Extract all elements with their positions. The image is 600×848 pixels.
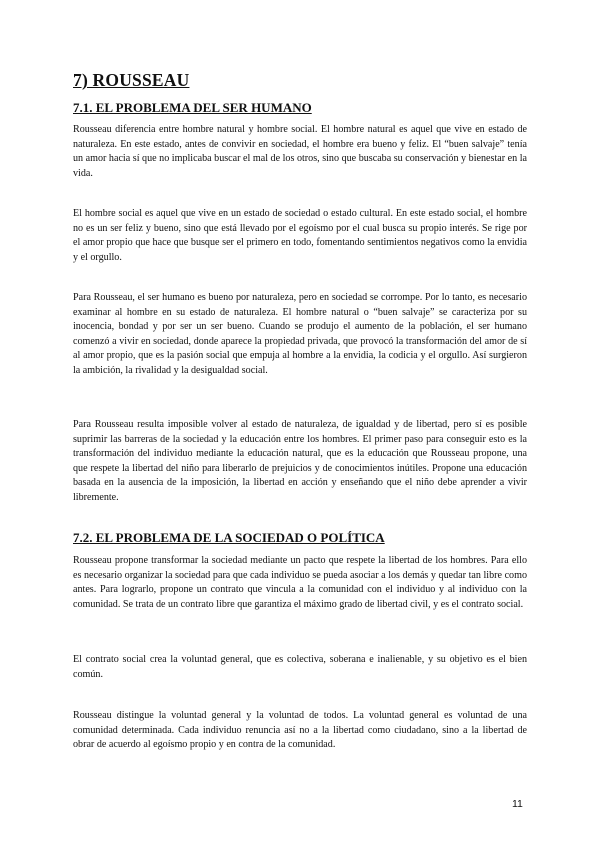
paragraph: El hombre social es aquel que vive en un estado de sociedad o estado cultural. En este estado social, el hombre no es un ser feliz y bueno, sino que está llevado por el egoísmo por el cual busca su propio interés. Se rige por el amor propio que hace que busque ser el primero en todo, fomentando sentimientos negativos como la envidia y el orgullo. xyxy=(73,208,527,263)
paragraph: El contrato social crea la voluntad general, que es colectiva, soberana e inalienable, y su objetivo es el bien común. xyxy=(73,654,527,680)
section-heading-1: 7.1. EL PROBLEMA DEL SER HUMANO xyxy=(73,100,312,115)
paragraph: Rousseau distingue la voluntad general y la voluntad de todos. La voluntad general es voluntad de una comunidad determinada. Cada individuo renuncia así no a la libertad como ciudadano, sino a la libertad de obrar de acuerdo al egoísmo propio y en contra de la comunidad. xyxy=(73,710,527,750)
paragraph: Rousseau diferencia entre hombre natural y hombre social. El hombre natural es aquel que vive en estado de naturaleza. En este estado, antes de convivir en sociedad, el hombre era bueno y feliz. El “buen salvaje” tenía un amor hacia sí que no implicaba buscar el mal de los otros, sino que buscaba su conservación y bienestar en la vida. xyxy=(73,124,527,179)
paragraph: Para Rousseau, el ser humano es bueno por naturaleza, pero en sociedad se corrompe. Por lo tanto, es necesario examinar al hombre en su estado de naturaleza. El hombre natural o “buen salvaje” se caracteriza por su inocencia, bondad y por ser un ser bueno. Cuando se produjo el aumento de la población, el ser humano comenzó a vivir en sociedad, donde aparece la propiedad privada, que provocó la transformación del amor de sí al amor propio, que es la pasión social que empuja al hombre a la envidia, la codicia y el orgullo. Así surgieron la ambición, la rivalidad y la desigualdad social. xyxy=(73,292,527,376)
paragraph: Rousseau propone transformar la sociedad mediante un pacto que respete la libertad de los hombres. Para ello es necesario organizar la sociedad para que cada individuo se pueda asociar a los demás y quedar tan libre como antes. Para lograrlo, propone un contrato que vincula a la comunidad con el individuo y al individuo con la comunidad. Se trata de un contrato libre que garantiza el máximo grado de libertad civil, y es el contrato social. xyxy=(73,555,527,610)
chapter-title: 7) ROUSSEAU xyxy=(73,70,190,90)
page-number: 11 xyxy=(512,798,523,810)
section-heading-2: 7.2. EL PROBLEMA DE LA SOCIEDAD O POLÍTICA xyxy=(73,530,385,545)
paragraph: Para Rousseau resulta imposible volver al estado de naturaleza, de igualdad y de libertad, pero sí es posible suprimir las barreras de la sociedad y la educación entre los hombres. El primer paso para conseguir esto es la transformación del individuo mediante la educación natural, que es la educación que Rousseau propone, una que respete la libertad del niño para liberarlo de prejuicios y de conocimientos inútiles. Propone una educación basada en la ausencia de la imposición, la libertad en acción y enseñando que el niño debe aprender a vivir libremente. xyxy=(73,419,527,503)
